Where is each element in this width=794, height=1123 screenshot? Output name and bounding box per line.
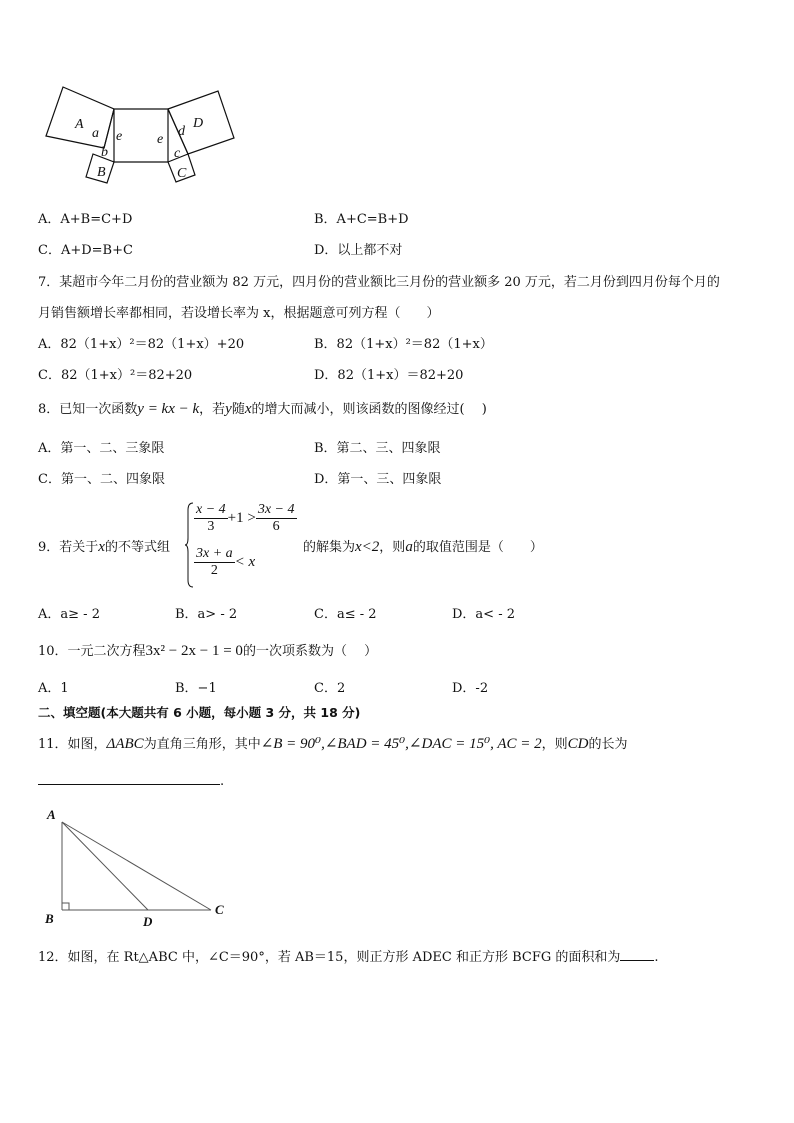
label-A: A [75,117,84,132]
q9-solution: x<2 [355,539,380,555]
label-e-right: e [157,132,164,147]
q11-prefix: 11．如图， [38,737,107,752]
q9-option-b[interactable]: B．a> - 2 [175,607,238,622]
q10-stem [38,640,377,660]
q11-mid: 为直角三角形，其中 [143,737,261,752]
section-heading-fill-in: 二、填空题(本大题共有 6 小题，每小题 3 分，共 18 分) [38,705,361,720]
q9-prefix-group [38,536,170,556]
q8-suffix: 的增大而减小，则该函数的图像经过( ) [251,402,487,417]
q8-stem [38,398,487,418]
q11-answer-blank[interactable] [38,768,220,785]
q10-option-d[interactable]: D．-2 [452,681,489,696]
q11-suffix1: ，则 [541,737,568,752]
q8-mid1: ，若 [199,402,226,417]
q11-conditions: ∠B = 90⁰,∠BAD = 45⁰,∠DAC = 15⁰, AC = 2 [260,736,542,752]
brace-icon [184,502,194,588]
q11-end: . [220,774,225,789]
q9-ineq2-rhs: < x [234,554,256,570]
q6-option-c[interactable]: C．A+D=B+C [38,243,133,258]
label-e-left: e [116,129,123,144]
q8-option-b[interactable]: B．第二、三、四象限 [314,441,441,456]
q12-stem [38,946,659,965]
q7-option-d[interactable]: D．82（1+x）＝82+20 [314,368,464,383]
q8-var-y: y [225,401,232,417]
q9-after2: ，则 [379,540,406,555]
side-AC [62,822,211,910]
q9-var-a: a [405,539,413,555]
q7-option-a[interactable]: A．82（1+x）²＝82（1+x）+20 [38,337,245,352]
q8-option-a[interactable]: A．第一、二、三象限 [38,441,165,456]
q9-ineq1-left-fraction: $\frac{x - 4}{3}$ [196,502,226,534]
segment-AD [62,822,148,910]
q8-option-c[interactable]: C．第一、二、四象限 [38,472,165,487]
q7-option-c[interactable]: C．82（1+x）²＝82+20 [38,368,193,383]
q12-answer-blank[interactable] [620,948,654,961]
q7-option-b[interactable]: B．82（1+x）²＝82（1+x） [314,337,493,352]
q9-after1: 的解集为 [303,540,356,555]
label-c: c [174,146,181,161]
q11-triangle: ΔABC [106,736,144,752]
q10-option-c[interactable]: C．2 [314,681,346,696]
q8-formula: y = kx − k [137,401,200,417]
q12-end: . [654,950,659,965]
q9-var-x: x [98,539,105,555]
label-C: C [177,166,187,181]
triangle-figure [40,802,240,930]
label-d: d [178,124,185,139]
vertex-B: B [45,911,54,926]
q9-option-c[interactable]: C．a≤ - 2 [314,607,377,622]
q8-option-d[interactable]: D．第一、三、四象限 [314,472,442,487]
q9-ineq1-right-fraction: $\frac{3x - 4}{6}$ [257,502,295,534]
q9-suffix-group [303,536,543,556]
q9-option-d[interactable]: D．a< - 2 [452,607,515,622]
vertex-A: A [47,807,56,822]
q10-suffix: 的一次项系数为（ ） [242,644,378,659]
q9-mid: 的不等式组 [104,540,170,555]
q8-var-x: x [244,401,252,417]
q10-prefix: 10．一元二次方程 [38,644,146,659]
label-a: a [92,126,99,141]
q11-answer-line[interactable] [38,768,224,789]
q9-prefix: 9．若关于 [38,540,99,555]
q10-option-a[interactable]: A．1 [38,681,69,696]
q9-inequality-2 [194,546,255,579]
label-D: D [193,116,204,131]
q6-option-b[interactable]: B．A+C=B+D [314,212,409,227]
q8-mid2: 随 [231,402,245,417]
q11-stem [38,733,628,753]
q10-equation: 3x² − 2x − 1 = 0 [145,643,243,659]
q11-suffix2: 的长为 [588,737,628,752]
squares-figure [40,82,250,187]
q7-stem-line1: 7．某超市今年二月份的营业额为 82 万元，四月份的营业额比三月份的营业额多 20 万元，若二月份到四月份每个月的 [38,275,720,290]
q9-option-a[interactable]: A．a≥ - 2 [38,607,100,622]
right-angle-mark [62,903,69,910]
q7-stem-line2: 月销售额增长率都相同，若设增长率为 x，根据题意可列方程（ ） [38,306,440,321]
q9-after3: 的取值范围是（ ） [412,540,543,555]
vertex-C: C [215,902,224,917]
label-b: b [101,145,108,160]
vertex-D: D [143,914,153,929]
q8-prefix: 8．已知一次函数 [38,402,138,417]
q6-option-d[interactable]: D．以上都不对 [314,243,403,258]
q11-target: CD [567,736,589,752]
q6-option-a[interactable]: A．A+B=C+D [38,212,133,227]
q9-ineq1-mid: +1 > [227,510,256,526]
label-B: B [97,165,106,180]
q10-option-b[interactable]: B．−1 [175,681,217,696]
q12-text: 12．如图，在 Rt△ABC 中，∠C＝90°，若 AB＝15，则正方形 ADEC 和正方形 BCFG 的面积和为 [38,950,621,965]
q9-ineq2-fraction: $\frac{3x + a}{2}$ [196,546,233,578]
q9-inequality-1 [194,502,297,535]
